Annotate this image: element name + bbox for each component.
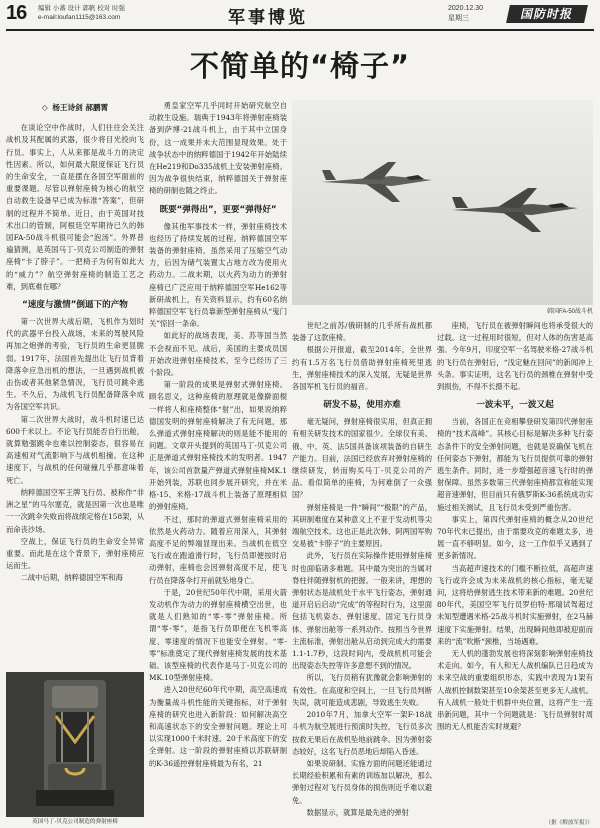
byline-authors: 杨王诗剑 郝鹏霄 — [52, 103, 109, 112]
column-3 — [292, 320, 432, 828]
byline-diamond-icon: ◇ — [41, 103, 48, 112]
seat-photo-caption: 英国马丁-贝克公司制造的弹射座椅 — [32, 819, 118, 825]
paragraph: 事实上，第四代弹射座椅的概念从20世纪70年代末已提出，由于需要攻克的难题太多，进展一直不够明显。如今，这一工作似乎又遇到了更多新情况。 — [437, 514, 593, 561]
page-number: 16 — [6, 2, 27, 24]
paragraph: 第一阶段的成果是弹射式弹射座椅。顾名思义，这种座椅的原理就是像擀面棍一样将人和座椅整体“射”出，如果说纳粹德国发明的弹射座椅解决了有无问题，那么弹道式弹射座椅解决的则是能不能用的问题。文章开头提到的英国马丁-贝克公司正是弹道式弹射座椅技术的发明者。1947年，该公司首款量产弹道式弹射座椅MK.1开始列装，苏联也同步展开研究，并在米格-15、米格-17战斗机上装备了原理相似的弹射座椅。 — [149, 380, 287, 512]
paragraph: 此外，飞行员在实际操作使用弹射座椅时也面临诸多难题。其中最为突出的当属对脊柱伴随弹射机的把握。一般来讲，理想的弹射状态是战机处于水平飞行姿态，弹射通道开启后启动“完成”的等程时行为，这里面包括飞机姿态、弹射速度、固定飞行员身体、弹射出舱等一系列动作。按照当今世界主流标准，弹射出舱从启动到完成大约需要1.1-1.7秒，这段时间内，受战机机可能会出现姿态失控等许多意想不到的情况。 — [292, 551, 432, 671]
paragraph: 在谈论空中作战时，人们往往会关注战机及其配属的武器，很少将目光投向飞行员。事实上，人从来都是战斗力的决定性因素。所以，如何最大限度保证飞行员的生命安全，一直是摆在各国空军面前的重要课题。尽管以弹射座椅为核心的航空自动救生设备早已成为标准“答案”，但研制的过程并不简单。近日，由于英国对技术出口的管制，阿根廷空军期待已久的韩国FA-50战斗机很可能会“泡汤”。外界普遍猜测，是英国马丁-贝克公司制造的弹射座椅“卡了脖子”。一把椅子为何有如此大的“威力”？航空弹射座椅的制造工艺之难，到底难在哪？ — [6, 123, 144, 291]
paragraph: 2010年7月，加拿大空军一架F-18战斗机为航空展进行预演时失控，飞行员多次按救无果后在战机坠地前跳伞。因为弹射姿态较好，这名飞行员恶地后却陷入昏迷。 — [292, 710, 432, 756]
paragraph: 空战上，保证飞行员的生命安全异常重要。而此是在这个背景下，弹射座椅应运而生。 — [6, 536, 144, 571]
paragraph: 进入20世纪60年代中期，高空高速成为衡量战斗机性能的关键指标，对于弹射座椅的研究也进入新阶段：如何解决高空和高速状态下的安全弹射问题。理论上可以实现1000千米时速、20千米高度下的安全弹射。这一阶段的弹射座椅以苏联研制的K-36遥控弹射座椅最为有名，21 — [149, 685, 287, 768]
paragraph: 无人机的蓬勃发展也将深刻影响弹射座椅技术走向。如今，有人和无人战机编队已日趋成为未来空战的重要组织形态，实践中表现为1架有人战机控制数架甚至10余架甚至更多无人战机。有人战机一般处于机群中央位置，这将产生一连串新问题，其中一个问题就是：飞行员弹射时周围的无人机能否实时规避？ — [437, 649, 593, 732]
subheading-speed: “速度与激情”倒逼下的产物 — [22, 300, 128, 311]
date-text: 2020.12.30 — [448, 5, 484, 12]
paragraph: 座椅，飞行员在被弹射瞬间也将承受很大的过载。这一过程用时很短，但对人体的伤害是高强。今年9月，印度空军一名驾驶米格-27战斗机的飞行员在弹射后，“浅定魅在回问”的新闻冲上头条。事实证明，这名飞行员的颈椎在弹射中受到损伤，不得不长摄不起。 — [437, 321, 593, 392]
fighter-jets-photo — [292, 100, 593, 305]
issue-date — [448, 4, 483, 24]
paragraph: 如果说研制、实施方面的问题还能通过长期经验积累和有素的训练加以解决，那么弹射过程对飞行员身体的损伤则近乎难以避免。 — [292, 758, 432, 805]
column-1 — [6, 100, 144, 670]
byline — [6, 102, 144, 114]
paragraph: 根据公开报道，截至2014年，全世界约有1.5万名飞行员借助弹射座椅死里逃生，弹射座椅技术的深入发展，无疑是世界各国军机飞行员的福音。 — [292, 345, 432, 392]
section-title: 军事博览 — [228, 8, 308, 28]
article-title: 不简单的“椅子” — [189, 49, 411, 83]
weekday-text: 星期三 — [448, 15, 469, 22]
paragraph: 第一次世界大战后期，飞机作为划时代的武器平台投入战场，未来的驾驶风险再加之炮弹的考验，飞行员的生命更显脆弱。1917年，法国首先提出让飞行员背着降落伞应急出机的想法，一旦遇到战机被击伤或者其他紧急情况，飞行员可跳伞逃生。不久后，为战机飞行员配备降落伞成为各国空军共识。 — [6, 317, 144, 412]
paragraph: 不过，那时的弹道式弹射座椅采用的依然是火药动力。随着应用深入，其弹射高度不足的弊端显现出来。当战机在低空飞行或在跑道滑行时，飞行员即便按时启动弹射，座椅也会因弹射高度不足，使飞行员在降落伞打开前就坠地身亡。 — [149, 514, 287, 585]
paragraph: 第二次世界大战时，战斗机时速已达600千米以上。不论飞行员能否自行出舱，就算勉强跳伞也难以控制姿态，很容易在高速相对气流影响下与战机相撞。在这种速度下，与战机的任何碰撞几乎都意味着死亡。 — [6, 414, 144, 485]
paragraph: 数据显示，就算是最先进的弹射 — [306, 807, 409, 817]
paragraph: 如此好的战场表现，美、苏等国当然不会视而不见。战后，美国的主要成员国开始改进弹射座椅技术，至今已经历了三个阶段。 — [149, 331, 287, 378]
editor-names: 编辑 小蕃 设计 郭帆 校对 时强 — [38, 5, 126, 12]
header-rule — [6, 29, 594, 31]
paragraph: 当高超声速技术的门槛不断拉低，高超声速飞行或许会成为未来战机的核心指标，毫无疑问，这将给弹射逃生技术带来新的难题。20世纪80年代，美国空军飞行员罗伯特·邢瑞试驾超过未知型遭遇米格-25战斗机时实施弹射，在2马赫速度下实施弹射。结果，出现瞬间他即被迎面而来的“流”吹断“颈椎，当场遇难。 — [437, 563, 593, 646]
column-4 — [437, 320, 593, 828]
paragraph: 弹射座椅是一件“瞬间”“极限”的产品，其研制难度在某种意义上不亚于发动机等尖端航空技术。这也正是此次韩、阿两国军购交易被“卡脖子”的主要原因。 — [292, 502, 432, 549]
subheading-hard: 研发不易，使用亦难 — [323, 400, 401, 411]
newspaper-logo: 国防时报 — [506, 5, 588, 23]
column-2 — [149, 100, 287, 828]
paragraph: 勇皇家空军几乎同时开始研究航空自动救生设施。瑞典于1943年将弹射座椅装备到萨博-21战斗机上，由于其中立国身份，这一成果并未大范围显现效果。处于战争状态中的纳粹德国于1942年开始陆续在He219和Do335战机上安装弹射座椅。因为战争很快结束，纳粹德国关于弹射座椅的研制也随之终止。 — [149, 101, 287, 196]
paragraph: 世纪之前苏/俄研制的几乎所有战机都装备了这款座椅。 — [292, 321, 432, 343]
subheading-wave: 一波未平，一波又起 — [476, 400, 554, 411]
jet-aircraft-icon — [292, 100, 593, 305]
subheading-bounce: 既要“弹得出”，更要“弹得好” — [159, 204, 277, 215]
paragraph: 像其他军事技术一样，弹射座椅技术也经历了持续发展的过程。纳粹德国空军装备的弹射座椅，虽然采用了压缩空气动力，后因为储气装置太占地方改为使用火药动力。二战末期，以火药为动力的弹射座椅已广泛应用于纳粹德国空军He162等新研战机上，有关资料显示，约有60名纳粹德国空军飞行员靠新型弹射座椅从“鬼门关”惊回一条命。 — [149, 221, 287, 329]
paragraph: 于是，20世纪50年代中期，采用火箭发动机作为动力的弹射座椅横空出世，也就是人们熟知的“零-零”弹射座椅。所谓“零-零”，是指飞行员即便在飞机零高度、零速度的情况下也能安全弹射。“零-零”标准奠定了现代弹射座椅发展的技术基础。该型座椅的代表作是马丁-贝克公司的MK.10型弹射座椅。 — [149, 587, 287, 683]
editor-credits — [38, 4, 125, 22]
paragraph: 毫无疑问，弹射座椅很实用，但真正拥有相关研发技术的国家很少。全球仅有美、俄、中、英、法5国具备该项装备的自研生产能力。目前，法国已经放弃对弹射座椅的继续研发，转而购买马丁-贝克公司的产品。看似简单的座椅，为何难倒了一众强国？ — [292, 417, 432, 500]
paragraph: 所以，飞行员稍有犹豫就会影响弹射的有效性。在高度和空间上，一旦飞行员判断失误，就可能造成悲剧，导致逃生失败。 — [292, 673, 432, 707]
ejection-seat-photo — [6, 672, 144, 817]
editor-email: e-mail:loufan1115@163.com — [38, 14, 121, 21]
page-header — [0, 0, 600, 30]
paragraph: 二战中后期，纳粹德国空军和海 — [20, 573, 123, 583]
paragraph: 当前，各国正在竞相攀登研发第四代弹射座椅的“技术高峰”。其核心目标是解决多种飞行姿态条件下的安全弹射问题，也就是说确保飞机在任何姿态下弹射，都能为飞行员提供可靠的弹射逃生条件。同时，进一步增强超音速飞行时的弹射保障。虽然多数第三代弹射座椅都宣称能实现超音速弹射，但目前只有俄罗斯K-36系统成功实施过相关测试，且飞行员未受到严重伤害。 — [437, 417, 593, 512]
source-note: （据《解放军报》） — [545, 820, 593, 826]
ejection-seat-icon — [6, 672, 144, 817]
jets-photo-caption: 韩国FA-50战斗机 — [546, 309, 593, 315]
paragraph: 纳粹德国空军王牌飞行员、被称作“非洲之星”的马尔塞克，就是因第一次也是唯一一次跳伞失败而将战绩定格在158架，从而命丧沙场。 — [6, 487, 144, 534]
